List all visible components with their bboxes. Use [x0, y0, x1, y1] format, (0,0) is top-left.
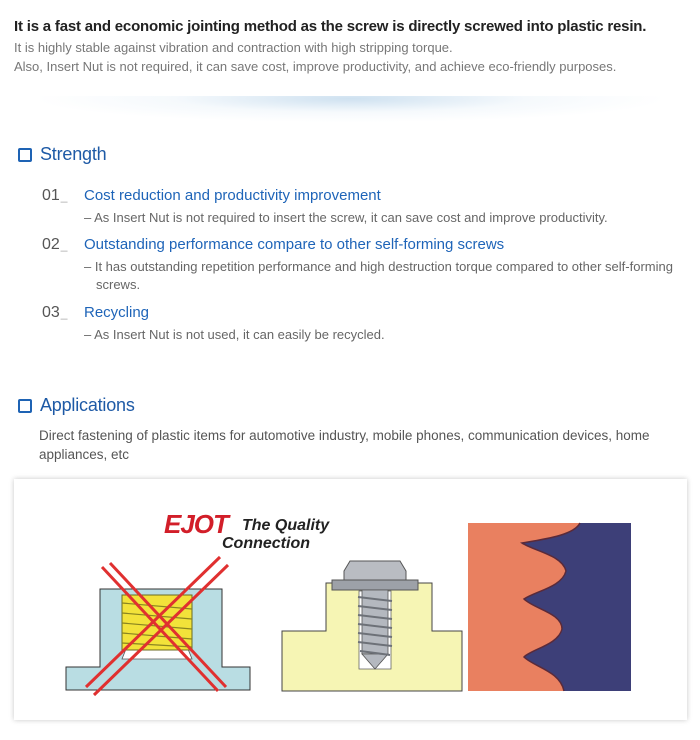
- item-title: Recycling: [84, 304, 150, 321]
- intro-line: It is highly stable against vibration and contraction with high stripping torque.: [14, 40, 453, 55]
- ejot-logo: [164, 509, 330, 552]
- applications-description: Direct fastening of plastic items for automotive industry, mobile phones, communication devices, home appliances, etc: [39, 428, 650, 462]
- section-divider-glow: [40, 96, 660, 122]
- logo-slogan: The Quality: [242, 517, 330, 534]
- item-number: 02_: [42, 236, 68, 253]
- applications-figure: [14, 479, 687, 720]
- strength-heading: [18, 144, 106, 165]
- section-title: Strength: [40, 144, 107, 164]
- item-title: Outstanding performance compare to other self-forming screws: [84, 236, 505, 253]
- item-description: – As Insert Nut is not required to insert the screw, it can save cost and improve productivity.: [84, 210, 608, 225]
- strength-item: [42, 236, 682, 294]
- insert-nut-diagram: [66, 557, 250, 695]
- item-number: 03_: [42, 304, 68, 321]
- intro-block: [14, 18, 694, 75]
- direct-screw-diagram: [282, 561, 462, 691]
- thread-cross-section-photo: [468, 523, 631, 691]
- square-bullet-icon: [18, 148, 32, 162]
- applications-heading: [18, 395, 135, 416]
- logo-slogan: Connection: [222, 535, 310, 552]
- strength-item: [42, 304, 682, 344]
- intro-title: It is a fast and economic jointing method as the screw is directly screwed into plastic resin.: [14, 18, 647, 35]
- section-title: Applications: [40, 395, 135, 415]
- item-number: 01_: [42, 187, 68, 204]
- square-bullet-icon: [18, 399, 32, 413]
- logo-brand: EJOT: [164, 509, 228, 539]
- figure-illustration: [14, 479, 687, 720]
- strength-item: [42, 187, 682, 227]
- intro-line: Also, Insert Nut is not required, it can save cost, improve productivity, and achieve eco-friendly purposes.: [14, 59, 617, 74]
- item-title: Cost reduction and productivity improvement: [84, 187, 381, 204]
- item-description: – As Insert Nut is not used, it can easily be recycled.: [84, 327, 385, 342]
- item-description: – It has outstanding repetition performance and high destruction torque compared to other self-forming screws.: [84, 259, 673, 292]
